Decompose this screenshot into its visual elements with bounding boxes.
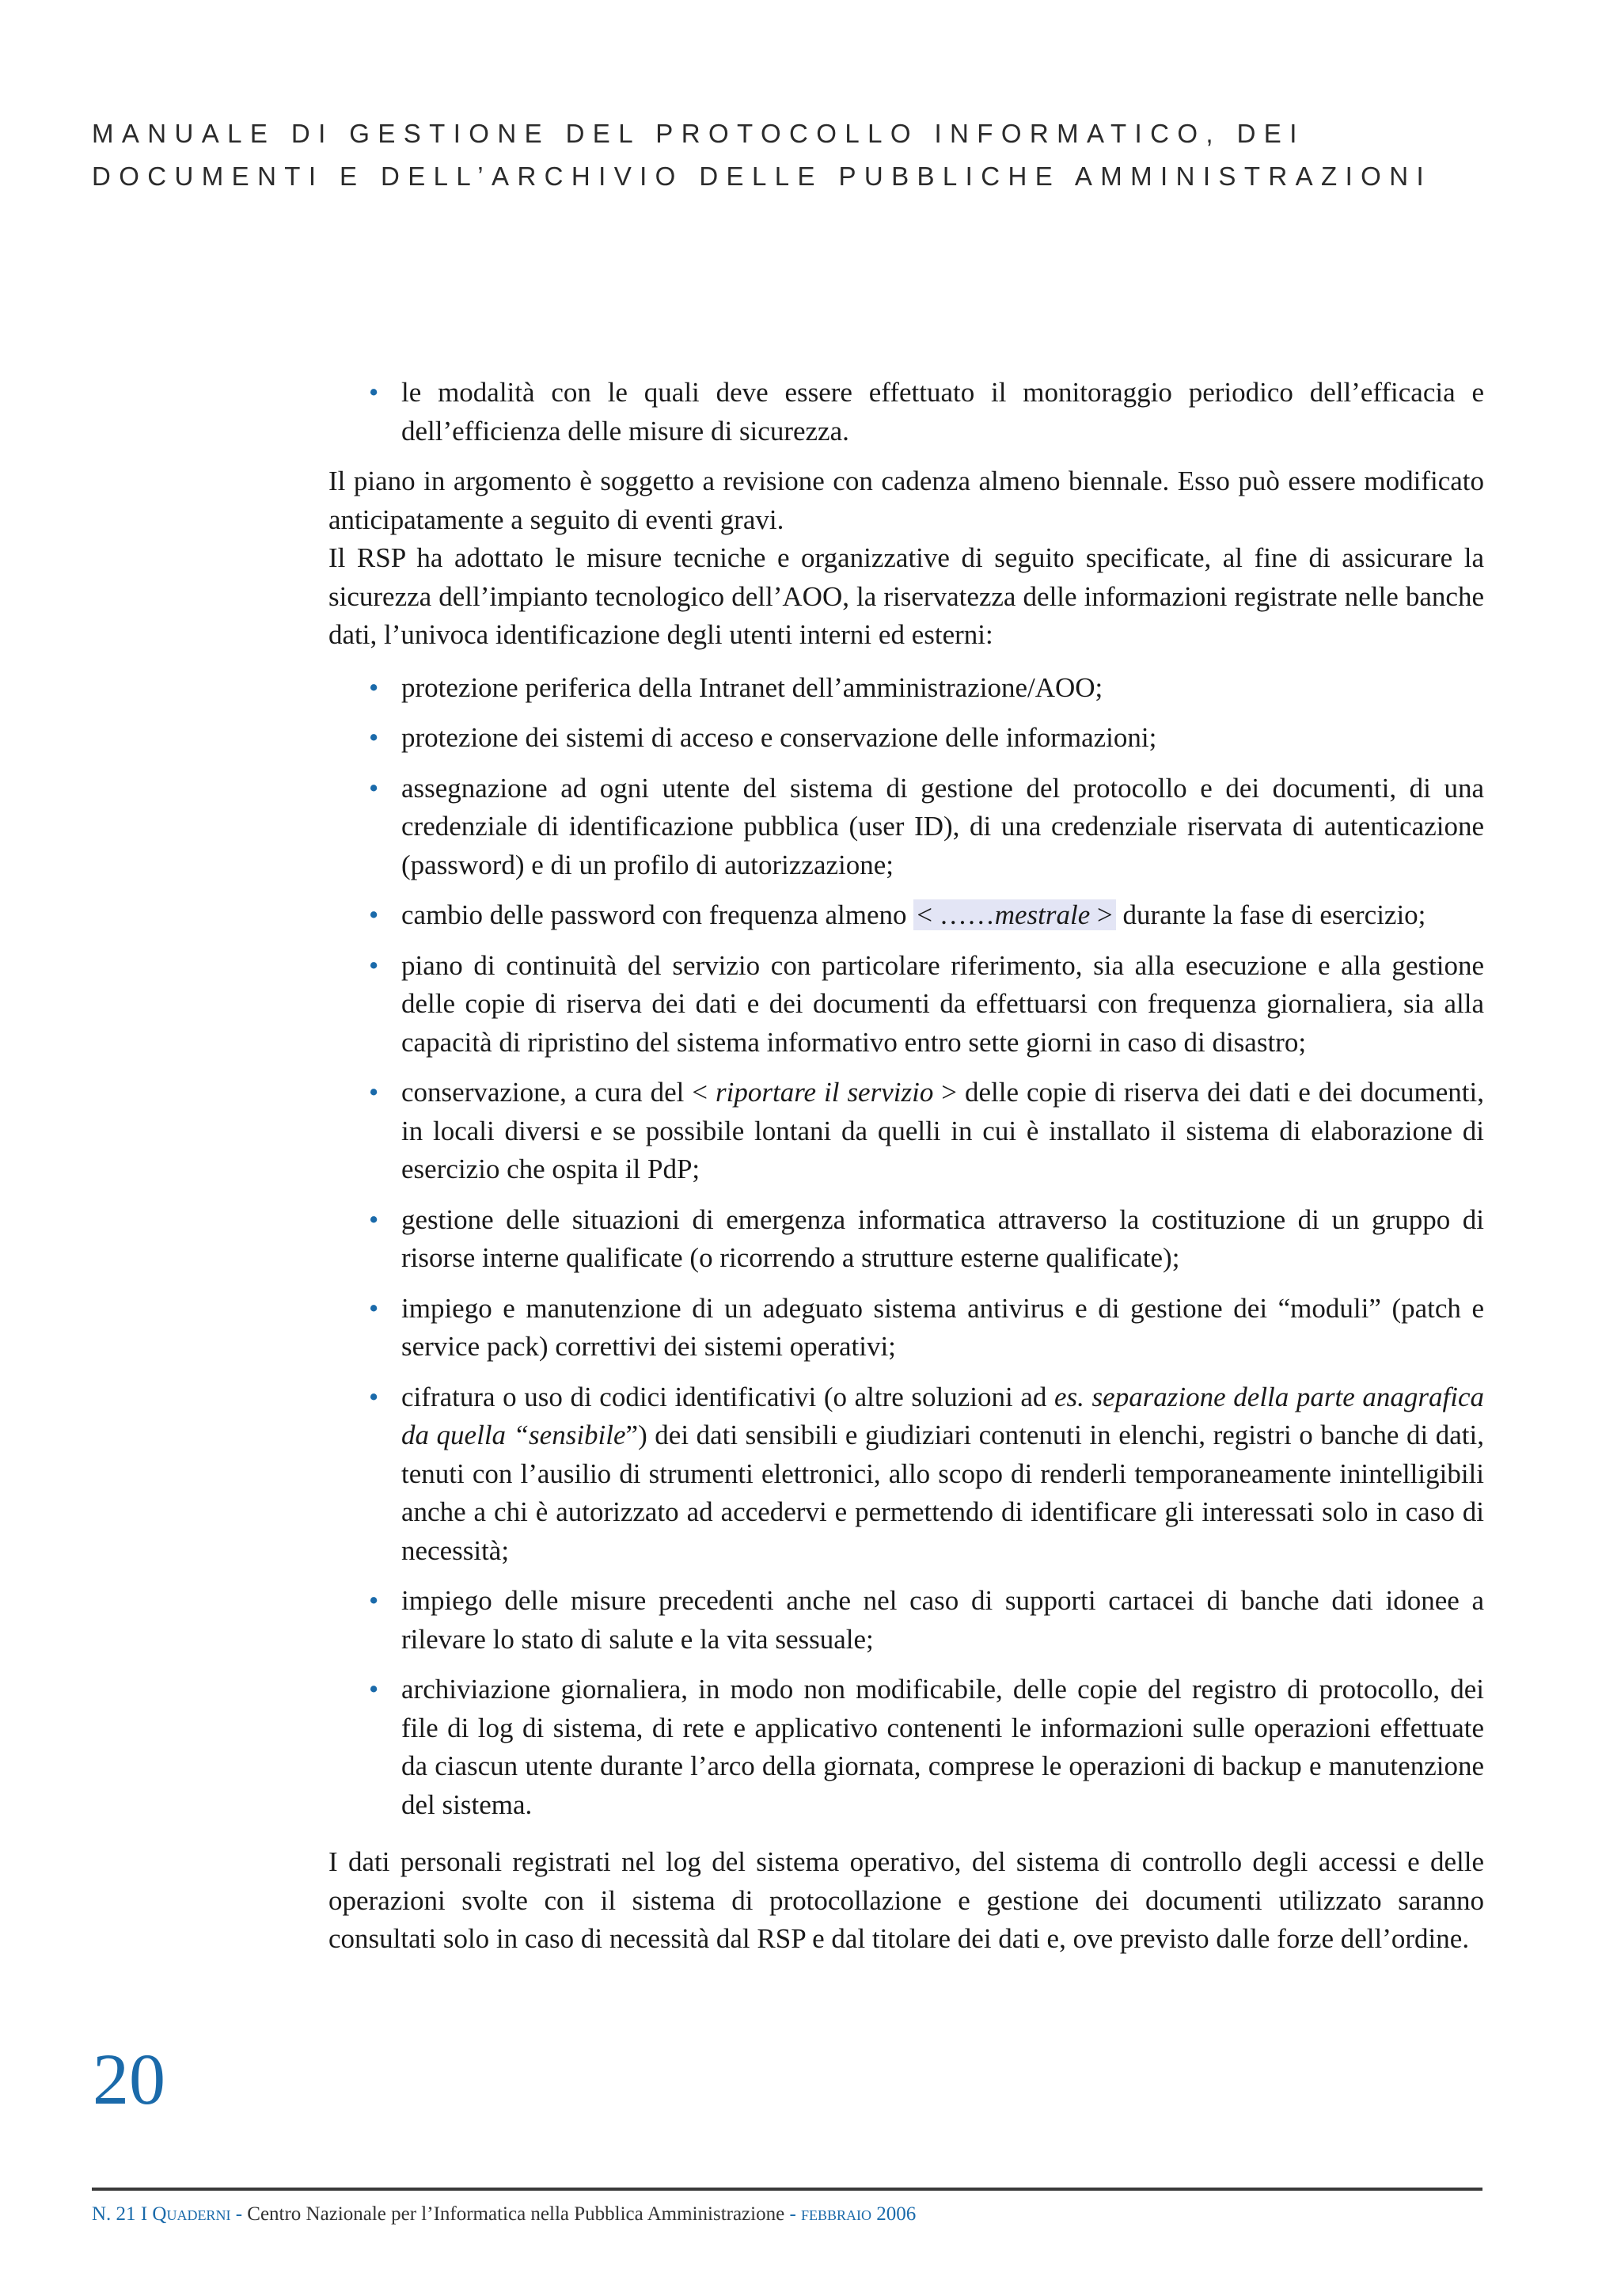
bullet-icon: • xyxy=(369,1674,379,1705)
bullet-icon: • xyxy=(369,671,379,703)
list-item-password xyxy=(328,896,1484,935)
footer-series: Quaderni xyxy=(152,2203,231,2225)
header-line-1: MANUALE DI GESTIONE DEL PROTOCOLLO INFORMATICO, DEI xyxy=(92,119,1305,148)
bullet-icon: • xyxy=(369,772,379,804)
bullet-icon: • xyxy=(369,722,379,753)
bullet-icon: • xyxy=(369,1381,379,1412)
paragraph-revision: Il piano in argomento è soggetto a revisione con cadenza almeno biennale. Esso può essere modificato anticipatamente a seguito di eventi gravi. xyxy=(328,466,1484,535)
conservation-text-after: > delle copie di riserva dei dati e dei documenti, in locali diversi e se possibile lontani da quelli in cui è installato il sistema di elaborazione di esercizio che ospita il PdP; xyxy=(401,1077,1485,1184)
running-header xyxy=(92,112,1517,198)
main-text-column xyxy=(328,374,1484,1959)
footer-date: febbraio 2006 xyxy=(801,2203,917,2225)
placeholder-italic: mestrale xyxy=(994,899,1091,930)
conservation-italic: riportare il servizio xyxy=(716,1077,934,1108)
bullet-icon: • xyxy=(369,949,379,981)
list-item-text: impiego e manutenzione di un adeguato sistema antivirus e di gestione dei “moduli” (patch e service pack) correttivi dei sistemi operativi; xyxy=(401,1292,1484,1362)
paragraph-log-data: I dati personali registrati nel log del sistema operativo, del sistema di controllo degli accessi e delle operazioni svolte con il sistema di protocollazione e gestione dei documenti utilizzato saranno consultati solo in caso di necessità dal RSP e dal titolare dei dati e, ove previsto dalle forze dell’ordine. xyxy=(328,1846,1484,1954)
list-item xyxy=(328,947,1484,1062)
placeholder-open: < …… xyxy=(917,899,995,930)
footer-dash-2: - xyxy=(784,2203,802,2225)
list-item-text: piano di continuità del servizio con particolare riferimento, sia alla esecuzione e alla gestione delle copie di riserva dei dati e dei documenti da effettuarsi con frequenza giornaliera, sia alla capacità di ripristino del sistema informativo entro sette giorni in caso di disastro; xyxy=(401,949,1484,1058)
list-item-text: assegnazione ad ogni utente del sistema di gestione del protocollo e dei documenti, di una credenziale di identificazione pubblica (user ID), di una credenziale riservata di autenticazione (password) e di un profilo di autorizzazione; xyxy=(401,772,1484,880)
highlighted-placeholder xyxy=(913,899,1116,930)
list-item-text: le modalità con le quali deve essere effettuato il monitoraggio periodico dell’efficacia e dell’efficienza delle misure di sicurezza. xyxy=(401,377,1484,447)
list-item xyxy=(328,1671,1484,1824)
bullet-icon: • xyxy=(369,1292,379,1324)
bullet-icon: • xyxy=(369,1585,379,1616)
list-item-cipher xyxy=(328,1378,1484,1571)
cipher-italic: es. separazione della parte anagrafica da quella “sensibile xyxy=(401,1381,1484,1450)
footer xyxy=(92,2203,916,2226)
list-item xyxy=(328,669,1484,708)
list-item-text: archiviazione giornaliera, in modo non modificabile, delle copie del registro di protocollo, dei file di log di sistema, di rete e applicativo contenenti le informazioni sulle operazioni effettuate da ciascun utente durante l’arco della giornata, comprese le operazioni di backup e manutenzione del sistema. xyxy=(401,1674,1484,1820)
list-item-text: gestione delle situazioni di emergenza informatica attraverso la costituzione di un gruppo di risorse interne qualificate (o ricorrendo a strutture esterne qualificate); xyxy=(401,1203,1484,1273)
footer-issue: N. 21 xyxy=(92,2203,136,2225)
paragraph-measures: Il RSP ha adottato le misure tecniche e organizzative di seguito specificate, al fine di assicurare la sicurezza dell’impianto tecnologico dell’AOO, la riservatezza delle informazioni registrate nelle banche dati, l’univoca identificazione degli utenti interni ed esterni: xyxy=(328,542,1484,650)
password-text-before: cambio delle password con frequenza almeno xyxy=(401,899,914,930)
bullet-icon: • xyxy=(369,1077,379,1108)
placeholder-close: > xyxy=(1090,899,1113,930)
page-number: 20 xyxy=(93,2039,165,2119)
list-item xyxy=(328,719,1484,758)
footer-dash-1: - xyxy=(230,2203,248,2225)
cipher-text-before: cifratura o uso di codici identificativi (o altre soluzioni ad xyxy=(401,1381,1055,1412)
cipher-text-after: ”) dei dati sensibili e giudiziari contenuti in elenchi, registri o banche di dati, tenuti con l’ausilio di strumenti elettronici, allo scopo di renderli temporaneamente inintelligibili anche a chi è autorizzato ad accedervi e permettendo di identificare gli interessati solo in caso di necessità; xyxy=(401,1420,1484,1566)
list-item xyxy=(328,1290,1484,1367)
list-item xyxy=(328,374,1484,450)
footer-divider xyxy=(92,2188,1482,2191)
list-item-conservation xyxy=(328,1074,1484,1189)
list-item xyxy=(328,770,1484,885)
header-line-2: DOCUMENTI E DELL’ARCHIVIO DELLE PUBBLICHE AMMINISTRAZIONI xyxy=(92,162,1433,191)
bullet-icon: • xyxy=(369,377,379,408)
footer-separator: I xyxy=(135,2203,153,2225)
measures-bullet-list xyxy=(328,669,1484,1825)
list-item-text: protezione periferica della Intranet dell’amministrazione/AOO; xyxy=(401,671,1103,703)
password-text-after: durante la fase di esercizio; xyxy=(1115,899,1426,930)
list-item xyxy=(328,1582,1484,1659)
footer-publisher: Centro Nazionale per l’Informatica nella Pubblica Amministrazione xyxy=(247,2203,785,2225)
list-item-text: protezione dei sistemi di acceso e conservazione delle informazioni; xyxy=(401,722,1157,753)
conservation-text-before: conservazione, a cura del < xyxy=(401,1077,716,1108)
list-item-text: impiego delle misure precedenti anche nel caso di supporti cartacei di banche dati idonee a rilevare lo stato di salute e la vita sessuale; xyxy=(401,1585,1484,1655)
bullet-icon: • xyxy=(369,1203,379,1235)
intro-bullet-list xyxy=(328,374,1484,450)
list-item xyxy=(328,1201,1484,1278)
bullet-icon: • xyxy=(369,899,379,930)
